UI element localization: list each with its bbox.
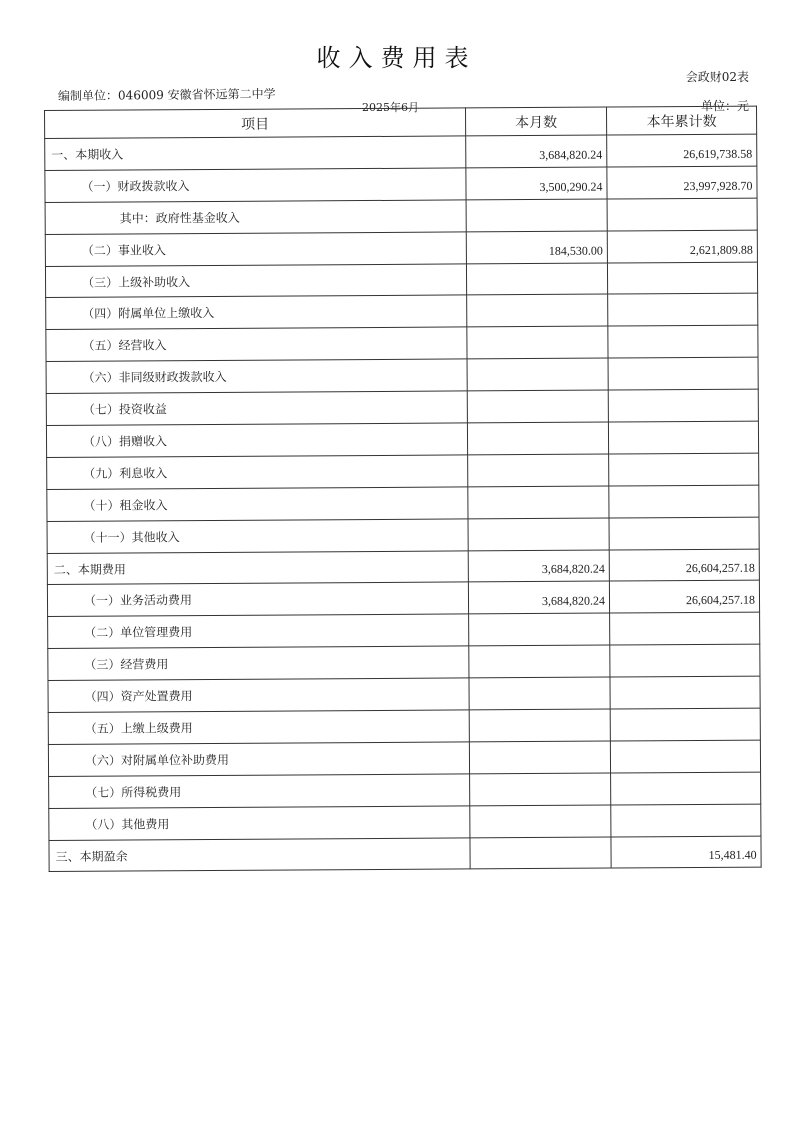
row-current-month: 3,500,290.24 <box>466 167 607 200</box>
row-label: （二）事业收入 <box>45 232 466 266</box>
row-current-month <box>470 805 611 838</box>
row-label: （五）上缴上级费用 <box>48 710 469 744</box>
table-row <box>46 389 758 425</box>
table-row <box>46 357 758 393</box>
row-current-month <box>469 741 610 774</box>
row-current-month <box>468 486 609 519</box>
row-year-to-date <box>610 612 760 645</box>
report-title: 收入费用表 <box>316 44 477 72</box>
table-row <box>45 166 757 202</box>
table-row <box>49 804 761 840</box>
row-year-to-date <box>607 198 757 231</box>
table-row <box>45 230 757 266</box>
row-year-to-date <box>608 421 758 454</box>
row-current-month <box>467 295 608 328</box>
income-expense-table <box>44 106 762 873</box>
row-label: （十）租金收入 <box>47 487 468 521</box>
table-row <box>45 262 757 298</box>
row-current-month <box>467 326 608 359</box>
table-row <box>48 612 760 648</box>
currency-unit: 单位：元 <box>700 99 749 113</box>
row-label: 二、本期费用 <box>47 550 468 584</box>
row-label: （四）资产处置费用 <box>48 678 469 712</box>
row-year-to-date <box>609 453 759 486</box>
row-label: （六）对附属单位补助费用 <box>48 742 469 776</box>
row-label: （三）经营费用 <box>48 646 469 680</box>
table-row <box>46 294 758 330</box>
row-year-to-date <box>611 772 761 805</box>
table-row <box>47 517 759 553</box>
table-row <box>46 325 758 361</box>
header-current-month: 本月数 <box>465 107 606 136</box>
table-row <box>46 421 758 457</box>
row-year-to-date <box>608 294 758 327</box>
row-label: （九）利息收入 <box>47 455 468 489</box>
table-row <box>45 134 757 170</box>
row-label: （七）所得税费用 <box>49 774 470 808</box>
table-row <box>48 708 760 744</box>
table-row <box>49 772 761 808</box>
row-label: （十一）其他收入 <box>47 519 468 553</box>
table-row <box>45 198 757 234</box>
row-current-month <box>469 709 610 742</box>
row-year-to-date <box>608 325 758 358</box>
row-label: （八）捐赠收入 <box>46 423 467 457</box>
row-label: （四）附属单位上缴收入 <box>46 295 467 329</box>
row-year-to-date <box>610 708 760 741</box>
row-label: 三、本期盈余 <box>49 838 470 872</box>
row-current-month <box>470 837 611 870</box>
table-body <box>45 134 761 872</box>
row-year-to-date: 26,604,257.18 <box>609 549 759 582</box>
reporting-unit: 编制单位：046009 安徽省怀远第二中学 <box>57 86 276 104</box>
row-year-to-date <box>611 804 761 837</box>
table-header-row <box>45 106 757 138</box>
header-year-to-date: 本年累计数 <box>606 106 756 135</box>
row-label: （二）单位管理费用 <box>48 614 469 648</box>
row-year-to-date: 26,619,738.58 <box>607 134 757 167</box>
row-label: （一）财政拨款收入 <box>45 168 466 202</box>
row-year-to-date <box>610 676 760 709</box>
table-row <box>47 549 759 585</box>
row-year-to-date <box>607 262 757 295</box>
row-current-month: 184,530.00 <box>466 231 607 264</box>
row-current-month <box>467 358 608 391</box>
row-current-month <box>469 613 610 646</box>
row-year-to-date <box>610 644 760 677</box>
row-year-to-date: 26,604,257.18 <box>609 581 759 614</box>
row-label: 其中：政府性基金收入 <box>45 200 466 234</box>
row-year-to-date <box>610 740 760 773</box>
row-year-to-date: 23,997,928.70 <box>607 166 757 199</box>
row-year-to-date: 15,481.40 <box>611 836 761 869</box>
row-current-month <box>469 645 610 678</box>
table-row <box>48 644 760 680</box>
row-current-month: 3,684,820.24 <box>468 582 609 615</box>
table-row <box>47 581 759 617</box>
report-period: 2025年6月 <box>362 101 419 114</box>
table-row <box>49 836 761 872</box>
table-row <box>48 676 760 712</box>
row-year-to-date: 2,621,809.88 <box>607 230 757 263</box>
row-label: （五）经营收入 <box>46 327 467 361</box>
table-row <box>48 740 760 776</box>
row-current-month <box>466 199 607 232</box>
form-code: 会政财02表 <box>685 70 749 84</box>
row-current-month: 3,684,820.24 <box>466 135 607 168</box>
row-year-to-date <box>608 357 758 390</box>
row-label: （六）非同级财政拨款收入 <box>46 359 467 393</box>
row-current-month <box>466 263 607 296</box>
header-item: 项目 <box>45 108 466 139</box>
row-year-to-date <box>609 517 759 550</box>
table-row <box>47 453 759 489</box>
row-current-month <box>468 454 609 487</box>
row-current-month <box>467 390 608 423</box>
row-current-month: 3,684,820.24 <box>468 550 609 583</box>
row-year-to-date <box>609 485 759 518</box>
row-label: 一、本期收入 <box>45 136 466 170</box>
row-current-month <box>468 518 609 551</box>
row-label: （三）上级补助收入 <box>45 263 466 297</box>
row-label: （七）投资收益 <box>46 391 467 425</box>
row-current-month <box>467 422 608 455</box>
row-label: （一）业务活动费用 <box>47 582 468 616</box>
row-current-month <box>469 677 610 710</box>
row-current-month <box>470 773 611 806</box>
row-year-to-date <box>608 389 758 422</box>
row-label: （八）其他费用 <box>49 806 470 840</box>
table-row <box>47 485 759 521</box>
